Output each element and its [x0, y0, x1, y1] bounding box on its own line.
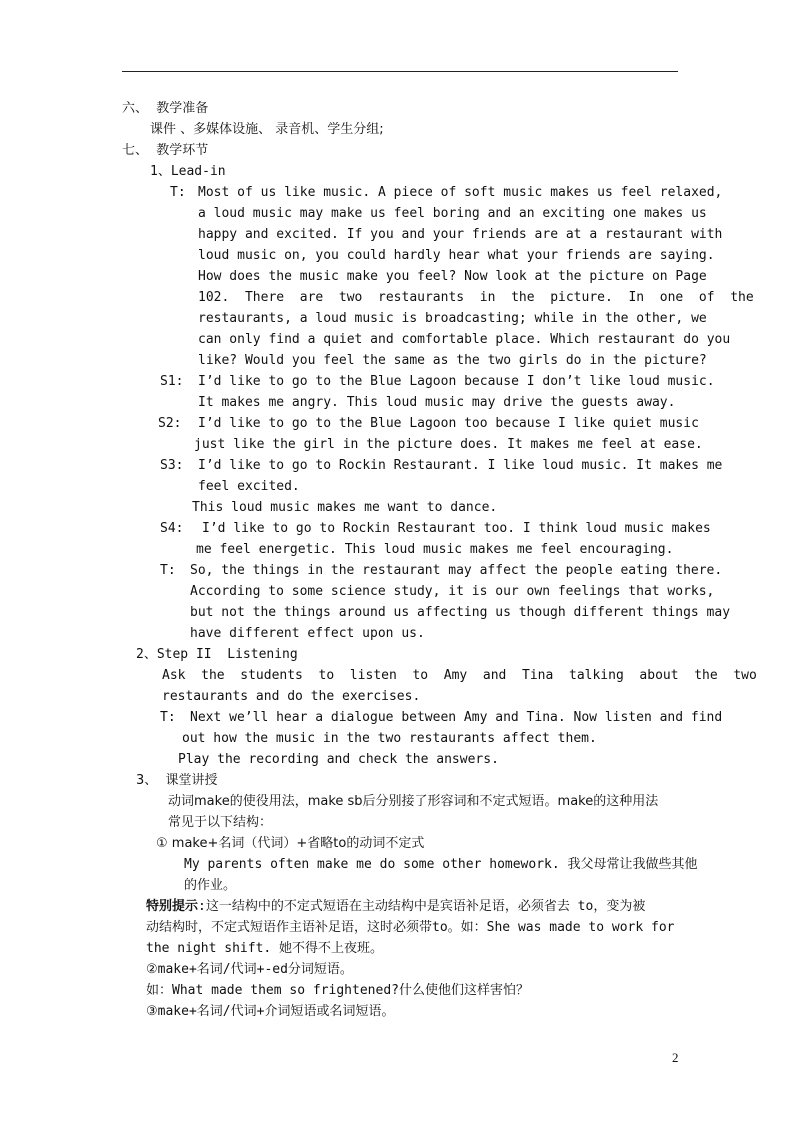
s2-line: just like the girl in the picture does. It makes me feel at ease.: [194, 437, 703, 452]
t1-line: restaurants, a loud music is broadcasting; while in the other, we: [198, 311, 707, 326]
s3-line: I’d like to go to Rockin Restaurant. I like loud music. It makes me: [198, 458, 723, 473]
t1-line: can only find a quiet and comfortable place. Which restaurant do you: [198, 332, 731, 347]
s3-line: This loud music makes me want to dance.: [192, 500, 498, 515]
step-2-title: 2、Step II Listening: [136, 647, 298, 662]
page-number: 2: [672, 1050, 679, 1065]
s3-speaker: S3:: [160, 458, 184, 473]
s1-line: I’d like to go to the Blue Lagoon because I don’t like loud music.: [198, 374, 715, 389]
tip-line: [146, 899, 645, 915]
t2-line: According to some science study, it is our own feelings that works,: [190, 584, 715, 599]
tip-text: the night shift. 她不得不上夜班。: [146, 941, 384, 956]
example-1: My parents often make me do some other homework. 我父母常让我做些其他: [184, 857, 698, 872]
t1-line: loud music on, you could hardly hear what your friends are saying.: [198, 248, 715, 263]
step-2-line: Ask the students to listen to Amy and Tina talking about the two: [162, 668, 757, 683]
t1-line: happy and excited. If you and your friends are at a restaurant with: [198, 227, 723, 242]
header-rule: [122, 71, 678, 72]
s4-line: me feel energetic. This loud music makes me feel encouraging.: [196, 542, 674, 557]
t1-line: Most of us like music. A piece of soft music makes us feel relaxed,: [198, 185, 723, 200]
section-6-title: 六、 教学准备: [122, 101, 209, 116]
example-2: 如：What made them so frightened?什么使他们这样害怕？: [146, 983, 529, 998]
t2-line: So, the things in the restaurant may affect the people eating there.: [190, 563, 723, 578]
step-2-t-speaker: T:: [160, 710, 176, 725]
section-7-title: 七、 教学环节: [122, 143, 209, 158]
step-2-line: restaurants and do the exercises.: [162, 689, 421, 704]
t2-line: but not the things around us affecting us though different things may: [190, 605, 731, 620]
t2-speaker: T:: [160, 563, 176, 578]
t1-line: 102. There are two restaurants in the picture. In one of the: [198, 290, 754, 305]
structure-2: ②make+名词/代词+-ed分词短语。: [146, 962, 353, 977]
s4-line: I’d like to go to Rockin Restaurant too. I think loud music makes: [202, 521, 711, 536]
step-3-title: 3、 课堂讲授: [136, 773, 218, 788]
section-6-body: 课件 、多媒体设施、 录音机、学生分组;: [150, 122, 384, 137]
step-2-play: Play the recording and check the answers.: [178, 752, 499, 767]
step-3-intro: 常见于以下结构：: [168, 815, 273, 830]
t1-line: How does the music make you feel? Now look at the picture on Page: [198, 269, 707, 284]
t2-line: have different effect upon us.: [190, 626, 425, 641]
step-3-intro: 动词make的使役用法，make sb后分别接了形容词和不定式短语。make的这种用法: [168, 794, 659, 809]
s1-speaker: S1:: [160, 374, 184, 389]
step-1-title: 1、Lead-in: [150, 164, 226, 179]
t1-speaker: T:: [170, 185, 186, 200]
structure-1: ① make+名词（代词）+省略to的动词不定式: [156, 836, 425, 851]
example-1: 的作业。: [184, 878, 237, 893]
s3-line: feel excited.: [198, 479, 300, 494]
s1-line: It makes me angry. This loud music may drive the guests away.: [198, 395, 676, 410]
structure-3: ③make+名词/代词+介词短语或名词短语。: [146, 1004, 395, 1019]
step-2-t-line: Next we’ll hear a dialogue between Amy and Tina. Now listen and find: [190, 710, 723, 725]
s2-speaker: S2:: [158, 416, 182, 431]
t1-line: like? Would you feel the same as the two girls do in the picture?: [198, 353, 707, 368]
tip-text: :这一结构中的不定式短语在主动结构中是宾语补足语，必须省去 to，变为被: [198, 899, 646, 914]
tip-text: 动结构时，不定式短语作主语补足语，这时必须带to。如：She was made to work for: [146, 920, 675, 935]
s4-speaker: S4:: [160, 521, 184, 536]
t1-line: a loud music may make us feel boring and an exciting one makes us: [198, 206, 707, 221]
step-2-t-line: out how the music in the two restaurants affect them.: [182, 731, 597, 746]
s2-line: I’d like to go to the Blue Lagoon too because I like quiet music: [198, 416, 699, 431]
tip-label: 特别提示: [146, 899, 199, 914]
